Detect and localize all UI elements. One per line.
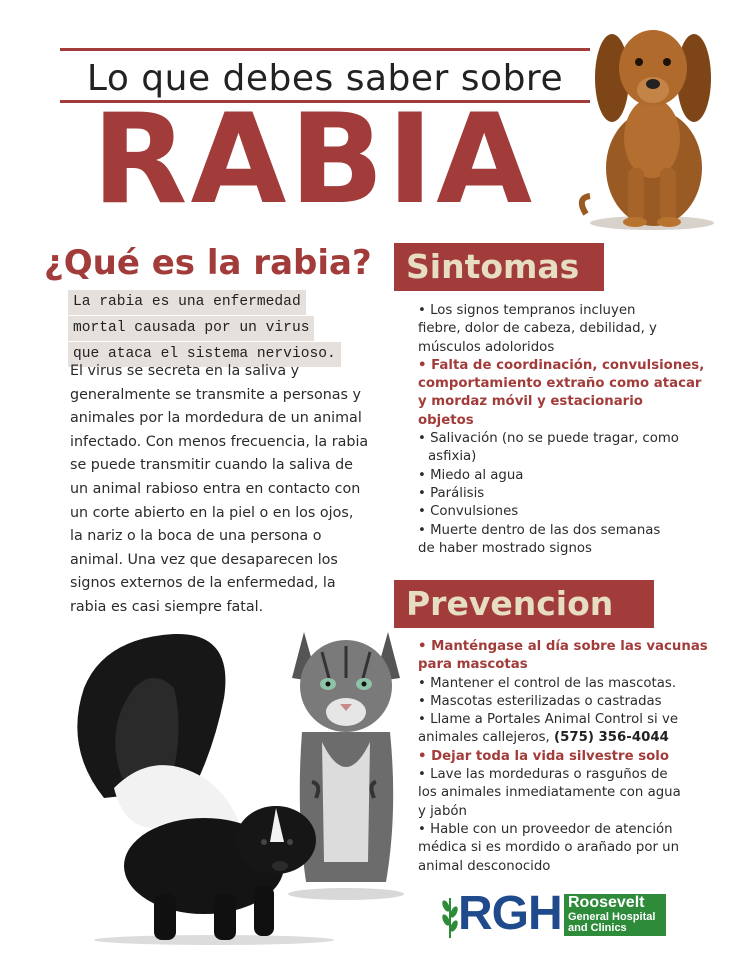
list-item: • Parálisis [418,485,485,501]
list-item: objetos [418,412,474,428]
logo-line-2: General Hospital [568,911,656,923]
intro-line: mortal causada por un virus [68,316,314,341]
skunk-image [44,628,340,946]
intro-line: que ataca el sistema nervioso. [68,342,341,367]
list-item: • Muerte dentro de las dos semanas [418,522,661,538]
prevention-list [418,638,718,876]
list-item: los animales inmediatamente con agua [418,785,681,801]
what-is-rabies-body: El virus se secreta en la saliva y generalmente se transmite a personas y animales por la mordedura de un animal infectado. Con menos frecuencia, la rabia se puede transmitir cuando la saliva de un animal rabioso entra en contacto con un corte abierto en la piel o en los ojos, la nariz o la boca de una persona o animal. Una vez que desaparecen los signos externos de la enfermedad, la rabia es casi siempre fatal. [70,363,369,615]
list-item: fiebre, dolor de cabeza, debilidad, y [418,321,657,337]
list-item: • Manténgase al día sobre las vacunas [418,639,708,654]
list-item: de haber mostrado signos [418,540,592,556]
list-item: músculos adoloridos [418,339,555,355]
logo-line-3: and Clinics [568,922,627,934]
hospital-logo [438,887,668,942]
list-item: para mascotas [418,657,528,673]
prevention-heading [394,580,654,628]
top-rule [60,48,590,51]
symptoms-list [418,302,718,558]
list-item: y mordaz móvil y estacionario [418,394,643,410]
page-subtitle: Lo que debes saber sobre [86,58,564,99]
list-item: • Llame a Portales Animal Control si ve [418,712,679,728]
logo-letters: RGH [458,887,562,940]
list-item: animal desconocido [418,858,551,874]
logo-text-box [564,894,666,936]
list-item [418,729,718,747]
page-title: RABIA [92,88,536,232]
what-is-rabies-heading: ¿Qué es la rabia? [44,243,372,283]
list-item: asfixia) [428,449,477,465]
list-item: • Convulsiones [418,504,519,520]
list-item: • Mantener el control de las mascotas. [418,675,677,691]
list-item: • Dejar toda la vida silvestre solo [418,748,669,764]
phone-number: (575) 356-4044 [554,730,669,746]
list-item: y jabón [418,803,467,819]
list-item: • Salivación (no se puede tragar, como [418,431,679,447]
list-item: médica si es mordido o arañado por un [418,840,680,856]
prevention-heading-label: Prevencion [406,584,614,623]
symptoms-heading [394,243,604,291]
list-item: • Los signos tempranos incluyen [418,303,636,318]
list-item: • Mascotas esterilizadas o castradas [418,693,662,709]
intro-highlight [68,290,341,368]
symptoms-heading-label: Sintomas [406,247,580,286]
intro-line: La rabia es una enfermedad [68,290,306,315]
list-item: • Falta de coordinación, convulsiones, [418,357,705,373]
list-item: comportamiento extraño como atacar [418,376,702,392]
list-item: • Lave las mordeduras o rasguños de [418,767,668,783]
list-item-text: animales callejeros, [418,730,550,746]
logo-line-1: Roosevelt [568,894,645,911]
list-item: • Miedo al agua [418,467,524,483]
list-item: • Hable con un proveedor de atención [418,821,673,837]
dog-image [572,18,732,236]
